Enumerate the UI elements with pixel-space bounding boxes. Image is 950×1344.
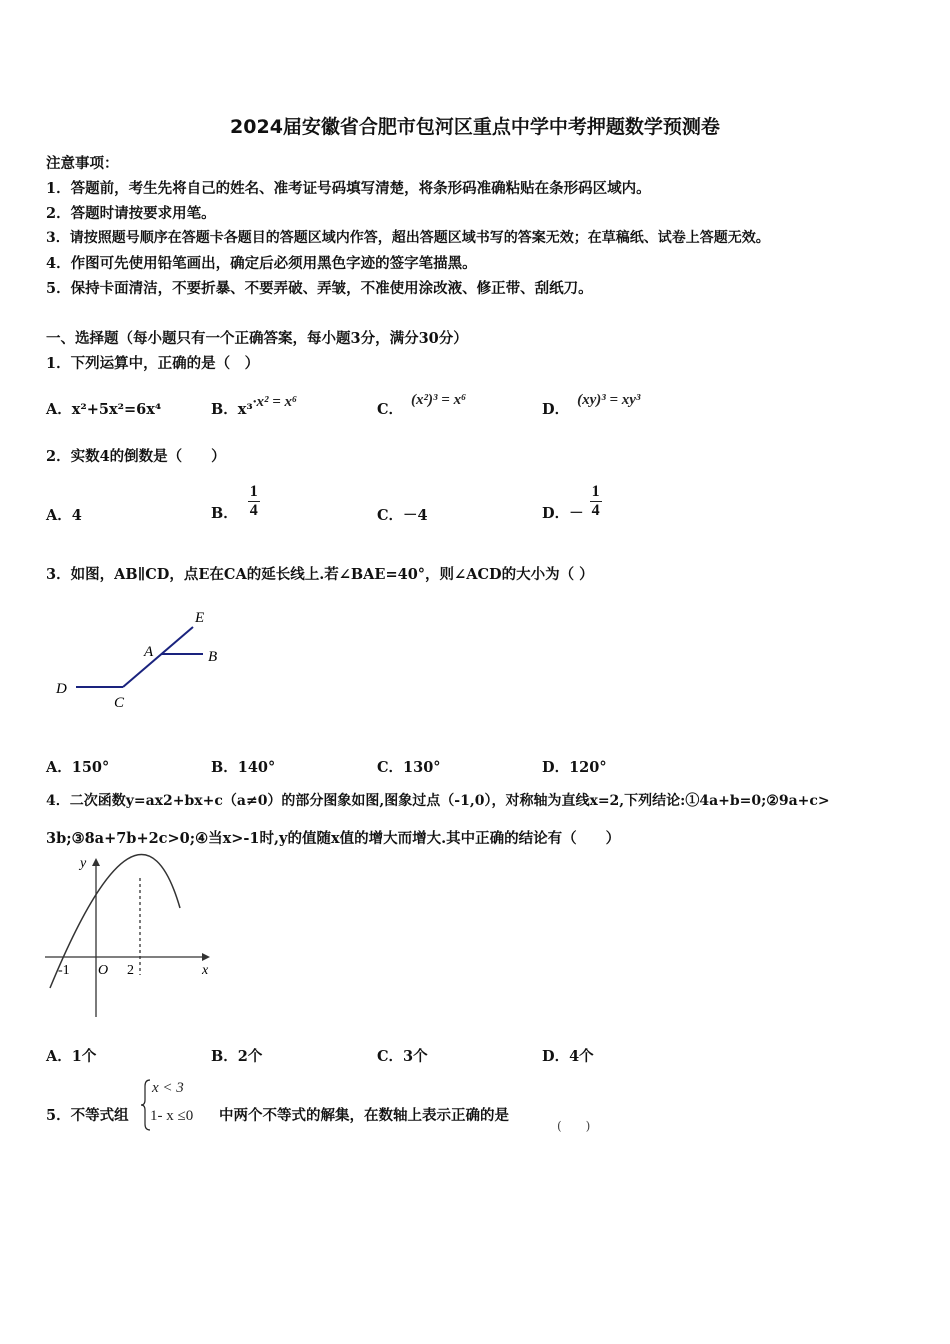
- label-y: y: [80, 856, 87, 871]
- fraction: [590, 483, 602, 520]
- inequality-2: 1- x ≤0: [150, 1108, 194, 1124]
- q2-option-a[interactable]: A．4: [46, 507, 82, 524]
- q4-graph: [40, 850, 220, 1020]
- label-neg1: -1: [58, 963, 70, 978]
- label-c: C: [114, 695, 125, 711]
- option-label: A．: [46, 401, 72, 418]
- answer-paren: ( ): [557, 1119, 591, 1133]
- denominator: 4: [249, 502, 258, 519]
- label-e: E: [195, 610, 205, 626]
- y-axis-arrow: [92, 858, 100, 866]
- label-origin: O: [98, 963, 109, 978]
- q3-option-c[interactable]: C．130°: [377, 759, 441, 776]
- option-label: D．: [542, 401, 570, 418]
- question-1-stem: 1．下列运算中，正确的是（ ）: [46, 355, 260, 372]
- option-text: x²+5x²=6x⁴: [71, 401, 162, 418]
- q2-option-d[interactable]: [542, 480, 602, 523]
- option-math: ·x² = x⁶: [252, 394, 298, 410]
- q2-option-c[interactable]: C．－4: [377, 507, 428, 524]
- label-a: A: [144, 644, 154, 660]
- notice-item: 5．保持卡面清洁，不要折暴、不要弄破、弄皱，不准使用涂改液、修正带、刮纸刀。: [46, 280, 593, 297]
- question-5-stem-pre: 5．不等式组: [46, 1107, 129, 1124]
- label-x: x: [202, 963, 209, 978]
- option-math: (x²)³ = x⁶: [411, 392, 467, 408]
- notice-item: 2．答题时请按要求用笔。: [46, 205, 216, 222]
- question-4-stem-line2: 3b;③8a+7b+2c>0;④当x>-1时,y的值随x值的增大而增大.其中正确的结论有（ ）: [46, 830, 621, 847]
- denominator: 4: [591, 502, 600, 519]
- option-label: D．－: [542, 505, 584, 522]
- notice-heading: 注意事项：: [46, 155, 119, 172]
- x-axis-arrow: [202, 953, 210, 961]
- question-5-stem-post: 中两个不等式的解集，在数轴上表示正确的是: [219, 1107, 509, 1124]
- q4-option-a[interactable]: A．1个: [46, 1048, 97, 1065]
- q1-option-d[interactable]: [542, 392, 641, 419]
- q1-option-b[interactable]: [211, 394, 298, 419]
- q3-option-b[interactable]: B．140°: [211, 759, 276, 776]
- section-heading: 一、选择题（每小题只有一个正确答案，每小题3分，满分30分）: [46, 330, 468, 347]
- option-label: B．: [211, 401, 238, 418]
- notice-item: 4．作图可先使用铅笔画出，确定后必须用黑色字迹的签字笔描黑。: [46, 255, 477, 272]
- page-title: 2024届安徽省合肥市包河区重点中学中考押题数学预测卷: [230, 116, 720, 138]
- q3-option-d[interactable]: D．120°: [542, 759, 607, 776]
- label-d: D: [56, 681, 67, 697]
- q4-option-b[interactable]: B．2个: [211, 1048, 263, 1065]
- label-two: 2: [127, 963, 134, 978]
- inequality-1: x < 3: [152, 1080, 184, 1096]
- question-2-stem: 2．实数4的倒数是（ ）: [46, 448, 226, 465]
- line-ce: [123, 627, 193, 687]
- notice-item: 3．请按照题号顺序在答题卡各题目的答题区域内作答，超出答题区域书写的答案无效；在草稿纸、试卷上答题无效。: [46, 230, 770, 246]
- q4-option-c[interactable]: C．3个: [377, 1048, 428, 1065]
- notice-item: 1．答题前，考生先将自己的姓名、准考证号码填写清楚，将条形码准确粘贴在条形码区域内。: [46, 180, 651, 197]
- label-b: B: [208, 649, 218, 665]
- question-3-stem: 3．如图，AB∥CD，点E在CA的延长线上.若∠BAE=40°，则∠ACD的大小为（ ）: [46, 566, 594, 583]
- q2-option-b[interactable]: [211, 480, 260, 523]
- option-label: C．: [377, 401, 404, 418]
- q3-option-a[interactable]: A．150°: [46, 759, 110, 776]
- q1-option-c[interactable]: [377, 392, 467, 419]
- q4-option-d[interactable]: D．4个: [542, 1048, 594, 1065]
- option-pre: x³: [237, 401, 253, 418]
- question-4-stem-line1: 4．二次函数y=ax2+bx+c（a≠0）的部分图象如图,图象过点（-1,0），对称轴为直线x=2,下列结论:①4a+b=0;②9a+c>: [46, 793, 830, 809]
- numerator: 1: [591, 483, 600, 500]
- option-math: (xy)³ = xy³: [577, 392, 641, 408]
- q1-option-a[interactable]: [46, 398, 161, 419]
- numerator: 1: [249, 483, 258, 500]
- option-label: B．: [211, 505, 238, 522]
- fraction: [248, 483, 260, 520]
- q3-figure: [50, 600, 240, 715]
